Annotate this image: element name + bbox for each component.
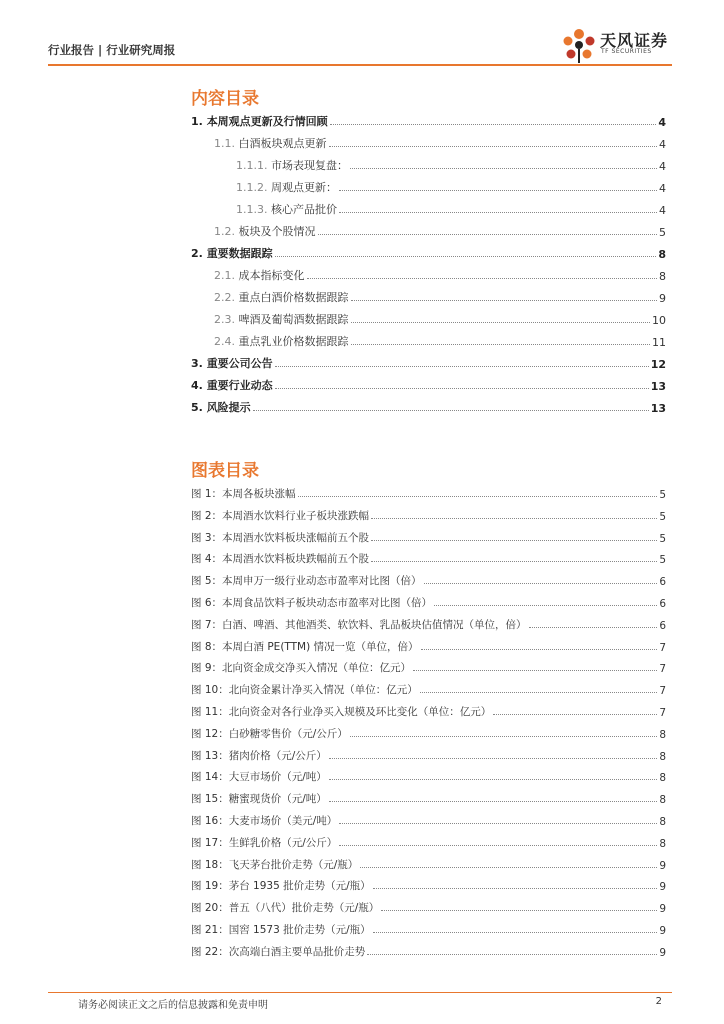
leader-dots	[413, 670, 657, 671]
toc-entry-label	[214, 311, 349, 327]
footer-divider	[48, 992, 672, 993]
figure-entry-label: 图 5：本周申万一级行业动态市盈率对比图（倍）	[191, 575, 422, 588]
toc-entry-label	[214, 223, 316, 239]
figure-entry-label: 图 16：大麦市场价（美元/吨）	[191, 815, 338, 827]
logo-text: 天风证券	[600, 31, 669, 50]
toc-entry-text: 重要数据跟踪	[206, 247, 273, 260]
leader-dots	[350, 736, 658, 737]
figure-entry-page: 6	[659, 598, 666, 610]
toc-entry[interactable]	[191, 245, 666, 261]
figure-entry-label: 图 11：北向资金对各行业净买入规模及环比变化（单位：亿元）	[191, 706, 492, 718]
figure-entry-label: 图 6：本周食品饮料子板块动态市盈率对比图（倍）	[191, 597, 433, 609]
figure-entry[interactable]	[191, 507, 666, 523]
figure-entry-label: 图 9：北向资金成交净买入情况（单位：亿元）	[191, 662, 412, 675]
toc-entry-text: 重要公司公告	[206, 357, 273, 370]
toc-entry-page: 11	[652, 336, 666, 349]
figure-entry-page: 8	[659, 750, 666, 763]
figure-entry-label: 图 17：生鲜乳价格（元/公斤）	[191, 836, 338, 849]
figure-entry[interactable]	[191, 572, 666, 588]
toc-entry-number: 1.1.1.	[236, 159, 268, 172]
leader-dots	[420, 692, 658, 693]
toc-entry-text: 重点白酒价格数据跟踪	[238, 291, 349, 304]
toc-entry[interactable]	[236, 157, 666, 173]
figure-entry[interactable]	[191, 616, 666, 632]
leader-dots	[351, 344, 651, 345]
figure-entry-page: 9	[659, 881, 666, 894]
toc-entry-label	[236, 201, 337, 217]
figure-list-heading: 图表目录	[191, 461, 259, 481]
figure-entry-page: 8	[659, 794, 666, 807]
leader-dots	[371, 518, 657, 519]
figure-entry-page: 7	[659, 663, 666, 676]
toc-entry-label	[214, 135, 327, 151]
figure-entry-label: 图 4：本周酒水饮料板块跌幅前五个股	[191, 553, 370, 566]
figure-entry-page: 9	[659, 859, 666, 872]
figure-entry[interactable]	[191, 812, 666, 828]
figure-entry[interactable]	[191, 659, 666, 675]
toc-entry-number: 2.1.	[214, 269, 235, 282]
leader-dots	[351, 300, 658, 301]
figure-entry-label: 图 18：飞天茅台批价走势（元/瓶）	[191, 858, 359, 871]
toc-entry[interactable]	[214, 135, 666, 151]
leader-dots	[298, 496, 658, 497]
toc-entry-page: 13	[650, 402, 666, 415]
leader-dots	[424, 583, 658, 584]
toc-entry[interactable]	[236, 179, 666, 195]
figure-entry-page: 7	[659, 641, 666, 654]
figure-entry[interactable]	[191, 899, 666, 915]
toc-entry[interactable]	[191, 355, 666, 371]
figure-entry-label: 图 1：本周各板块涨幅	[191, 488, 296, 500]
leader-dots	[360, 867, 657, 868]
figure-entry-page: 8	[659, 772, 666, 785]
figure-entry-page: 5	[659, 489, 666, 501]
toc-entry[interactable]	[191, 113, 666, 129]
leader-dots	[339, 823, 657, 824]
logo-subtext: TF SECURITIES	[601, 48, 652, 55]
figure-entry-label: 图 20：普五（八代）批价走势（元/瓶）	[191, 902, 380, 915]
toc-entry-label	[214, 289, 349, 305]
toc-entry-text: 本周观点更新及行情回顾	[206, 115, 328, 128]
leader-dots	[330, 124, 657, 125]
toc-entry[interactable]	[214, 289, 666, 305]
report-type-label: 行业报告 | 行业研究周报	[48, 43, 176, 57]
figure-entry-page: 5	[659, 532, 666, 545]
flower-logo-icon	[560, 26, 598, 66]
leader-dots	[329, 779, 658, 780]
figure-entry-page: 9	[659, 946, 666, 959]
toc-entry-number: 1.1.2.	[236, 181, 268, 194]
toc-entry-page: 5	[659, 226, 666, 239]
figure-entry-page: 5	[659, 510, 666, 523]
toc-entry-number: 3.	[191, 357, 203, 370]
leader-dots	[339, 212, 657, 213]
toc-entry-text: 周观点更新：	[271, 181, 337, 194]
leader-dots	[351, 322, 651, 323]
leader-dots	[493, 714, 657, 715]
toc-entry[interactable]	[191, 399, 666, 415]
figure-entry-page: 8	[659, 837, 666, 850]
figure-entry-label: 图 22：次高端白酒主要单品批价走势	[191, 945, 366, 958]
figure-entry-page: 9	[659, 903, 666, 916]
figure-entry[interactable]	[191, 856, 666, 872]
figure-entry-page: 9	[659, 925, 666, 937]
toc-entry[interactable]	[214, 333, 666, 349]
toc-entry-page: 4	[659, 182, 666, 195]
toc-entry-number: 1.1.	[214, 137, 235, 150]
leader-dots	[329, 758, 658, 759]
toc-entry-text: 重点乳业价格数据跟踪	[238, 335, 349, 348]
toc-entry-label	[191, 377, 273, 393]
leader-dots	[367, 954, 657, 955]
figure-entry-label: 图 19：茅台 1935 批价走势（元/瓶）	[191, 880, 371, 893]
leader-dots	[373, 932, 658, 933]
toc-entry-text: 成本指标变化	[238, 269, 305, 282]
toc-entry-label	[191, 355, 273, 371]
company-logo	[560, 26, 668, 68]
leader-dots	[339, 845, 657, 846]
figure-entry-page: 7	[659, 707, 666, 719]
figure-entry[interactable]	[191, 594, 666, 610]
leader-dots	[434, 605, 657, 606]
figure-entry-label: 图 7：白酒、啤酒、其他酒类、软饮料、乳品板块估值情况（单位，倍）	[191, 618, 527, 631]
leader-dots	[318, 234, 658, 235]
header-divider	[48, 64, 672, 66]
toc-entry-page: 8	[658, 248, 666, 261]
figure-entry[interactable]	[191, 747, 666, 763]
disclaimer-note: 请务必阅读正文之后的信息披露和免责申明	[78, 1000, 268, 1011]
toc-entry-page: 13	[650, 380, 666, 393]
toc-entry[interactable]	[214, 267, 666, 283]
figure-entry-label: 图 2：本周酒水饮料行业子板块涨跌幅	[191, 509, 370, 522]
toc-entry-label	[236, 157, 348, 173]
leader-dots	[373, 888, 658, 889]
figure-entry-label: 图 15：糖蜜现货价（元/吨）	[191, 793, 327, 806]
toc-entry-label	[191, 113, 328, 129]
toc-entry-page: 8	[659, 270, 666, 283]
figure-entry[interactable]	[191, 725, 666, 741]
toc-entry-number: 2.2.	[214, 291, 235, 304]
toc-entry-label	[191, 245, 273, 261]
toc-entry-number: 2.	[191, 247, 203, 260]
figure-entry[interactable]	[191, 485, 666, 501]
leader-dots	[371, 561, 657, 562]
toc-entry-page: 9	[659, 292, 666, 305]
toc-entry-number: 1.1.3.	[236, 203, 268, 216]
toc-entry-text: 市场表现复盘：	[271, 159, 348, 172]
figure-entry[interactable]	[191, 768, 666, 784]
toc-entry-text: 板块及个股情况	[238, 225, 316, 238]
page-number: 2	[655, 996, 662, 1007]
toc-entry-text: 重要行业动态	[206, 379, 273, 392]
toc-entry-label	[191, 399, 251, 415]
figure-entry-page: 8	[659, 728, 666, 741]
figure-entry[interactable]	[191, 834, 666, 850]
toc-entry-label	[214, 333, 349, 349]
toc-entry-number: 1.2.	[214, 225, 235, 238]
figure-entry[interactable]	[191, 703, 666, 719]
toc-entry-text: 白酒板块观点更新	[238, 137, 327, 150]
leader-dots	[275, 388, 649, 389]
toc-entry-text: 核心产品批价	[271, 203, 337, 216]
figure-entry-label: 图 21：国窖 1573 批价走势（元/瓶）	[191, 924, 371, 936]
toc-entry-page: 4	[659, 160, 666, 173]
figure-entry-label: 图 3：本周酒水饮料板块涨幅前五个股	[191, 531, 370, 544]
leader-dots	[275, 256, 657, 257]
toc-entry[interactable]	[214, 311, 666, 327]
leader-dots	[350, 168, 657, 169]
leader-dots	[253, 410, 649, 411]
toc-entry-page: 12	[650, 358, 666, 371]
figure-entry[interactable]	[191, 681, 666, 697]
figure-entry[interactable]	[191, 877, 666, 893]
toc-heading: 内容目录	[191, 89, 259, 109]
toc-entry-page: 4	[659, 138, 666, 151]
leader-dots	[381, 910, 657, 911]
leader-dots	[329, 146, 658, 147]
toc-entry-number: 5.	[191, 401, 203, 414]
leader-dots	[275, 366, 649, 367]
leader-dots	[329, 801, 658, 802]
figure-entry[interactable]	[191, 790, 666, 806]
figure-entry-label: 图 8：本周白酒 PE(TTM) 情况一览（单位，倍）	[191, 640, 419, 653]
figure-entry-page: 7	[659, 685, 666, 698]
toc-entry-number: 4.	[191, 379, 203, 392]
figure-entry-label: 图 12：白砂糖零售价（元/公斤）	[191, 727, 348, 740]
figure-entry[interactable]	[191, 921, 666, 937]
figure-entry-label: 图 13：猪肉价格（元/公斤）	[191, 749, 327, 762]
figure-entry-page: 5	[659, 554, 666, 567]
toc-entry[interactable]	[236, 201, 666, 217]
leader-dots	[371, 540, 657, 541]
toc-entry-page: 10	[652, 314, 666, 327]
leader-dots	[529, 627, 658, 628]
figure-entry[interactable]	[191, 529, 666, 545]
toc-entry-number: 2.3.	[214, 313, 235, 326]
toc-entry-text: 风险提示	[206, 401, 251, 414]
figure-entry-label: 图 14：大豆市场价（元/吨）	[191, 771, 327, 784]
toc-entry-page: 4	[659, 204, 666, 217]
leader-dots	[307, 278, 658, 279]
figure-entry[interactable]	[191, 638, 666, 654]
toc-entry-number: 1.	[191, 115, 203, 128]
figure-entry-page: 6	[659, 619, 666, 632]
page-header	[48, 31, 672, 66]
toc-entry-label	[214, 267, 305, 283]
figure-entry-label: 图 10：北向资金累计净买入情况（单位：亿元）	[191, 684, 418, 697]
figure-entry[interactable]	[191, 550, 666, 566]
figure-entry[interactable]	[191, 943, 666, 959]
leader-dots	[421, 649, 658, 650]
figure-entry-page: 6	[659, 576, 666, 589]
figure-entry-page: 8	[659, 816, 666, 828]
toc-entry-page: 4	[658, 116, 666, 129]
toc-entry-label	[236, 179, 337, 195]
toc-entry[interactable]	[214, 223, 666, 239]
toc-entry-text: 啤酒及葡萄酒数据跟踪	[238, 313, 349, 326]
leader-dots	[339, 190, 657, 191]
toc-entry[interactable]	[191, 377, 666, 393]
toc-entry-number: 2.4.	[214, 335, 235, 348]
